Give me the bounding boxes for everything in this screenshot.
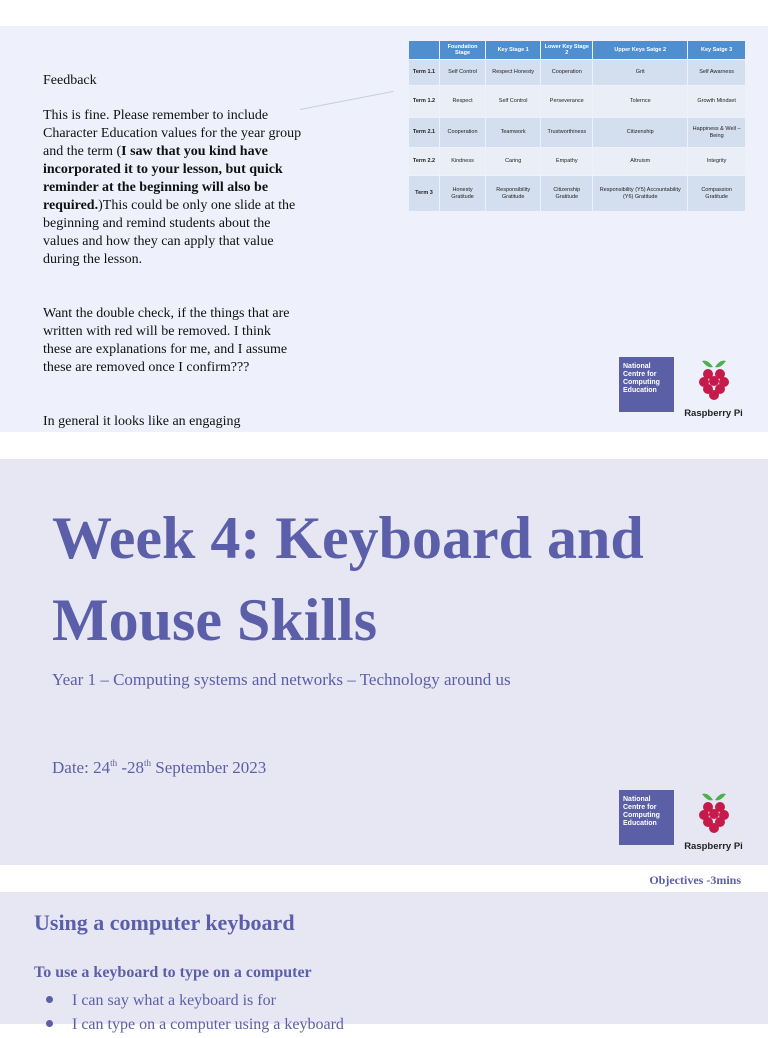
ncce-logo: National Centre for Computing Education [619,357,674,412]
date-mid: -28 [117,758,145,777]
table-cell: Respect [440,86,486,118]
table-cell: Self Control [486,86,541,118]
table-cell: Growth Mindset [688,86,746,118]
feedback-paragraph-1 [43,107,303,269]
table-header: Upper Keys Satge 2 [593,41,688,60]
raspberry-icon [694,357,734,401]
table-cell: Grit [593,60,688,86]
table-cell: Trustworthiness [541,118,593,148]
table-cell: Citizenship [593,118,688,148]
date-prefix: Date: 24 [52,758,111,777]
table-header: Foundation Stage [440,41,486,60]
table-row [409,118,746,148]
date-sup-1: th [110,758,118,768]
feedback-p1-start: This is fine. Please remember to include Character Education values for the year group and the term ( [43,108,302,159]
table-row [409,86,746,118]
objectives-list [34,990,344,1038]
table-cell: Citizenship Gratitude [541,176,593,212]
objectives-title: Using a computer keyboard [34,910,295,935]
slide-subtitle: Year 1 – Computing systems and networks – Technology around us [52,670,511,689]
table-row [409,60,746,86]
objectives-tag: Objectives -3mins [649,873,741,887]
table-header [409,41,440,60]
table-header: Lower Key Stage 2 [541,41,593,60]
table-cell: Empathy [541,148,593,176]
table-cell: Altruism [593,148,688,176]
table-cell: Kindness [440,148,486,176]
term-cell: Term 3 [409,176,440,212]
feedback-slide [0,26,768,432]
table-cell: Honesty Gratitude [440,176,486,212]
raspberry-pi-logo [681,790,746,852]
table-cell: Teamwork [486,118,541,148]
table-cell: Self Awarness [688,60,746,86]
table-row [409,176,746,212]
title-slide [0,459,768,865]
table-row [409,148,746,176]
table-cell: Perseverance [541,86,593,118]
table-cell: Cooperation [541,60,593,86]
list-item-text: I can say what a keyboard is for [72,992,276,1009]
table-cell: Compassion Gratitude [688,176,746,212]
bullet-icon [46,996,53,1003]
slide-date [52,758,266,778]
date-sup-2: th [144,758,152,768]
objectives-subheading: To use a keyboard to type on a computer [34,964,312,981]
raspberry-icon [694,790,734,834]
list-item [34,990,344,1014]
raspberry-pi-logo [681,357,746,419]
comment-connector-line [300,91,393,110]
term-cell: Term 1.2 [409,86,440,118]
table-cell: Self Control [440,60,486,86]
feedback-paragraph-2: Want the double check, if the things that are written with red will be removed. I think these are explanations for me, and I assume these are removed once I confirm??? [43,306,290,375]
raspberry-pi-label: Raspberry Pi [684,841,743,852]
table-cell: Responsibility Gratitude [486,176,541,212]
table-cell: Integrity [688,148,746,176]
table-header: Key Stage 1 [486,41,541,60]
ncce-logo: National Centre for Computing Education [619,790,674,845]
table-cell: Respect Honesty [486,60,541,86]
raspberry-pi-label: Raspberry Pi [684,408,743,419]
table-cell: Tolernce [593,86,688,118]
term-cell: Term 2.1 [409,118,440,148]
table-header-row [409,41,746,60]
table-cell: Happiness & Well – Being [688,118,746,148]
character-values-table [408,40,746,212]
list-item-text: I can type on a computer using a keyboard [72,1016,344,1033]
feedback-paragraph-3: In general it looks like an engaging [43,414,241,429]
feedback-heading: Feedback [43,73,97,88]
slide-title: Week 4: Keyboard and Mouse Skills [52,505,644,653]
date-suffix: September 2023 [151,758,267,777]
term-cell: Term 2.2 [409,148,440,176]
feedback-p1-end: )This could be only one slide at the beginning and remind students about the values and how they can apply that value during the lesson. [43,198,296,267]
term-cell: Term 1.1 [409,60,440,86]
table-cell: Responsibility (Y5) Accountability (Y6) Gratitude [593,176,688,212]
table-header: Key Satge 3 [688,41,746,60]
feedback-p1-bold: I saw that you kind have incorporated it to your lesson, but quick reminder at the beginning will also be required. [43,144,283,213]
table-cell: Caring [486,148,541,176]
list-item [34,1014,344,1038]
objectives-slide [0,892,768,1033]
bullet-icon [46,1020,53,1027]
table-cell: Cooperation [440,118,486,148]
